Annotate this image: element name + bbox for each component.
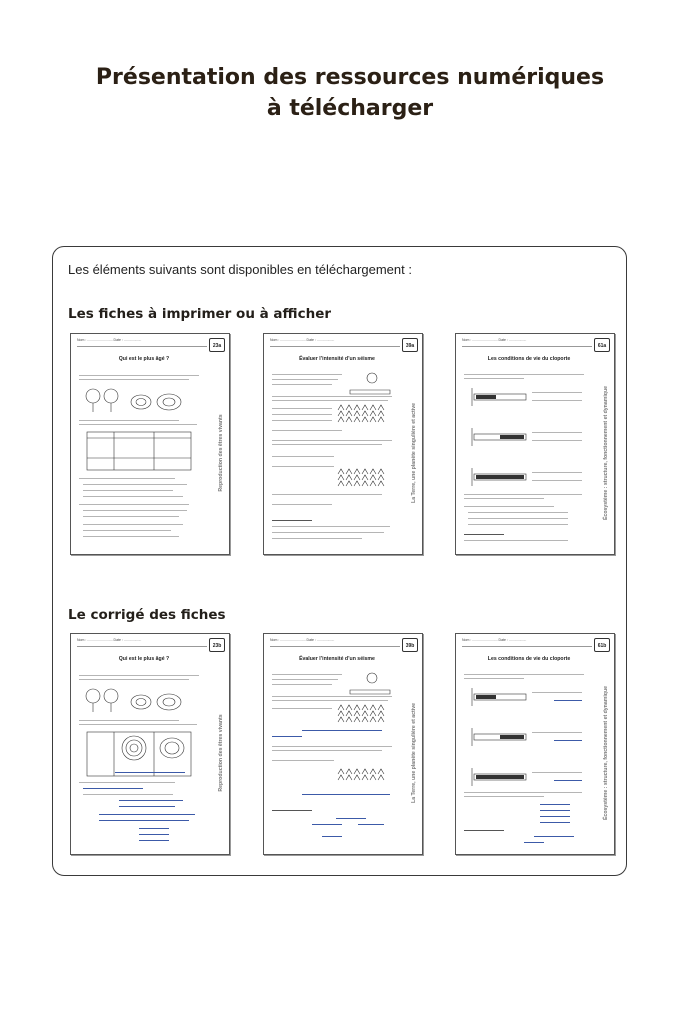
sheet-side-label: Reproduction des êtres vivants — [217, 714, 224, 792]
sheet-text-line — [83, 490, 173, 491]
sheet-header: Nom : .......................... Date : .................. — [462, 638, 592, 647]
sheet-text-line — [83, 794, 173, 795]
sheet-text-line — [79, 379, 189, 380]
sheet-text-line — [272, 384, 332, 385]
handwritten-answer — [322, 836, 342, 837]
sheet-text-line — [532, 432, 582, 433]
sheet-text-line — [272, 396, 392, 397]
sheet-text-line — [79, 375, 199, 376]
sheet-body — [464, 370, 592, 546]
handwritten-answer — [540, 804, 570, 805]
handwritten-answer — [139, 840, 169, 841]
sheet-text-line — [272, 456, 334, 457]
intro-text: Les éléments suivants sont disponibles en téléchargement : — [68, 262, 412, 277]
sheet-body — [272, 370, 400, 546]
sheet-text-line — [272, 810, 312, 811]
page-title-line-1: Présentation des ressources numériques — [95, 65, 605, 90]
sheet-text-line — [464, 792, 582, 793]
sheet-text-line — [272, 520, 312, 521]
sheet-text-line — [79, 478, 175, 479]
correction-thumbnail-woodlouse[interactable] — [455, 633, 615, 855]
sheet-title: Évaluer l’intensité d’un séisme — [299, 656, 375, 662]
sheet-text-line — [83, 510, 187, 511]
sheet-text-line — [79, 420, 179, 421]
sheet-text-line — [79, 504, 189, 505]
sheet-header: Nom : .......................... Date : .................. — [77, 638, 207, 647]
handwritten-answer — [115, 772, 185, 773]
sheet-number-badge: 61b — [594, 638, 610, 652]
sheet-text-line — [272, 430, 342, 431]
sheet-text-line — [532, 392, 582, 393]
sheet-text-line — [464, 540, 568, 541]
sheet-title: Qui est le plus âgé ? — [118, 356, 170, 362]
sheet-text-line — [272, 538, 362, 539]
handwritten-answer — [336, 818, 366, 819]
sheet-text-line — [532, 480, 582, 481]
sheet-text-line — [468, 518, 568, 519]
sheet-text-line — [272, 504, 332, 505]
sheet-text-line — [272, 746, 392, 747]
sheet-number-badge: 39b — [402, 638, 418, 652]
sheet-thumbnail-woodlouse[interactable] — [455, 333, 615, 555]
sheet-text-line — [272, 750, 382, 751]
sheet-text-line — [464, 378, 524, 379]
sheet-text-line — [79, 675, 199, 676]
sheet-side-label: Écosystème : structure, fonctionnement et dynamique — [602, 385, 609, 521]
sheet-header: Nom : .......................... Date : .................. — [270, 338, 400, 347]
sheet-text-line — [464, 494, 582, 495]
sheet-body — [79, 670, 207, 846]
correction-thumbnail-oldest[interactable] — [70, 633, 230, 855]
sheet-side-label: Reproduction des êtres vivants — [217, 414, 224, 492]
handwritten-answer — [554, 740, 582, 741]
handwritten-answer — [99, 814, 195, 815]
sheet-text-line — [79, 724, 197, 725]
sheet-content-drawing — [464, 670, 592, 846]
sheet-side-band — [215, 658, 226, 848]
sheet-text-line — [532, 400, 582, 401]
sheet-thumbnail-earthquake[interactable] — [263, 333, 423, 555]
handwritten-answer — [119, 806, 175, 807]
page-title — [0, 62, 700, 124]
sheet-body — [464, 670, 592, 846]
sheet-text-line — [79, 424, 197, 425]
sheet-text-line — [272, 700, 388, 701]
sheet-text-line — [464, 796, 544, 797]
sheet-thumbnail-oldest[interactable] — [70, 333, 230, 555]
sheet-text-line — [532, 440, 582, 441]
sheet-text-line — [532, 472, 582, 473]
sheet-text-line — [272, 526, 390, 527]
sheet-number-badge: 39a — [402, 338, 418, 352]
sheet-text-line — [272, 379, 338, 380]
sheet-text-line — [272, 760, 334, 761]
handwritten-answer — [358, 824, 384, 825]
sheet-side-band — [600, 658, 611, 848]
sheet-side-label: Écosystème : structure, fonctionnement et dynamique — [602, 685, 609, 821]
sheet-text-line — [272, 674, 342, 675]
sheet-text-line — [83, 536, 179, 537]
sheet-content-drawing — [79, 370, 207, 546]
sheet-text-line — [83, 496, 183, 497]
sheet-side-band — [408, 658, 419, 848]
sheet-text-line — [532, 772, 582, 773]
sheet-title: Les conditions de vie du cloporte — [487, 656, 571, 662]
sheet-text-line — [83, 530, 171, 531]
handwritten-answer — [540, 816, 570, 817]
handwritten-answer — [554, 700, 582, 701]
handwritten-answer — [524, 842, 544, 843]
sheet-text-line — [272, 400, 388, 401]
sheet-title: Les conditions de vie du cloporte — [487, 356, 571, 362]
sheet-text-line — [272, 420, 332, 421]
sheet-side-band — [215, 358, 226, 548]
sheet-side-band — [408, 358, 419, 548]
handwritten-answer — [554, 780, 582, 781]
sheet-text-line — [464, 374, 584, 375]
sheet-text-line — [79, 720, 179, 721]
handwritten-answer — [119, 800, 183, 801]
sheet-text-line — [83, 516, 179, 517]
handwritten-answer — [139, 834, 169, 835]
handwritten-answer — [99, 820, 189, 821]
handwritten-answer — [272, 736, 302, 737]
handwritten-answer — [312, 824, 342, 825]
sheet-content-drawing — [464, 370, 592, 546]
sheet-text-line — [272, 444, 382, 445]
sheet-text-line — [272, 684, 332, 685]
handwritten-answer — [83, 788, 143, 789]
sheet-title: Qui est le plus âgé ? — [118, 656, 170, 662]
sheet-text-line — [272, 440, 392, 441]
sheet-number-badge: 61a — [594, 338, 610, 352]
sheet-title: Évaluer l’intensité d’un séisme — [299, 356, 375, 362]
sheet-text-line — [464, 498, 544, 499]
sheet-text-line — [272, 679, 338, 680]
sheet-header: Nom : .......................... Date : .................. — [77, 338, 207, 347]
sheet-text-line — [468, 512, 568, 513]
sheet-text-line — [79, 679, 189, 680]
sheet-text-line — [272, 374, 342, 375]
sheet-side-label: La Terre, une planète singulière et active — [410, 703, 417, 803]
sheet-body — [272, 670, 400, 846]
handwritten-answer — [540, 822, 570, 823]
sheet-text-line — [532, 732, 582, 733]
sheet-header: Nom : .......................... Date : .................. — [270, 638, 400, 647]
sheet-text-line — [272, 696, 392, 697]
handwritten-answer — [540, 810, 570, 811]
sheet-text-line — [532, 692, 582, 693]
sheet-text-line — [468, 524, 568, 525]
section-heading-print: Les fiches à imprimer ou à afficher — [68, 306, 332, 322]
sheet-text-line — [464, 674, 584, 675]
sheet-body — [79, 370, 207, 546]
sheet-text-line — [272, 414, 332, 415]
handwritten-answer — [534, 836, 574, 837]
sheet-side-band — [600, 358, 611, 548]
sheet-text-line — [464, 830, 504, 831]
sheet-text-line — [272, 408, 332, 409]
sheet-text-line — [272, 466, 334, 467]
sheet-text-line — [464, 506, 554, 507]
sheet-number-badge: 23a — [209, 338, 225, 352]
sheet-header: Nom : .......................... Date : .................. — [462, 338, 592, 347]
sheet-text-line — [464, 678, 524, 679]
page-title-line-2: à télécharger — [266, 96, 434, 121]
sheet-side-label: La Terre, une planète singulière et active — [410, 403, 417, 503]
sheet-text-line — [272, 494, 382, 495]
handwritten-answer — [302, 730, 382, 731]
sheet-text-line — [464, 534, 504, 535]
sheet-text-line — [272, 532, 384, 533]
sheet-text-line — [79, 782, 175, 783]
handwritten-answer — [302, 794, 390, 795]
correction-thumbnail-earthquake[interactable] — [263, 633, 423, 855]
sheet-text-line — [83, 484, 187, 485]
handwritten-answer — [139, 828, 169, 829]
sheet-text-line — [272, 708, 332, 709]
sheet-text-line — [83, 524, 183, 525]
sheet-number-badge: 23b — [209, 638, 225, 652]
section-heading-correction: Le corrigé des fiches — [68, 607, 226, 623]
